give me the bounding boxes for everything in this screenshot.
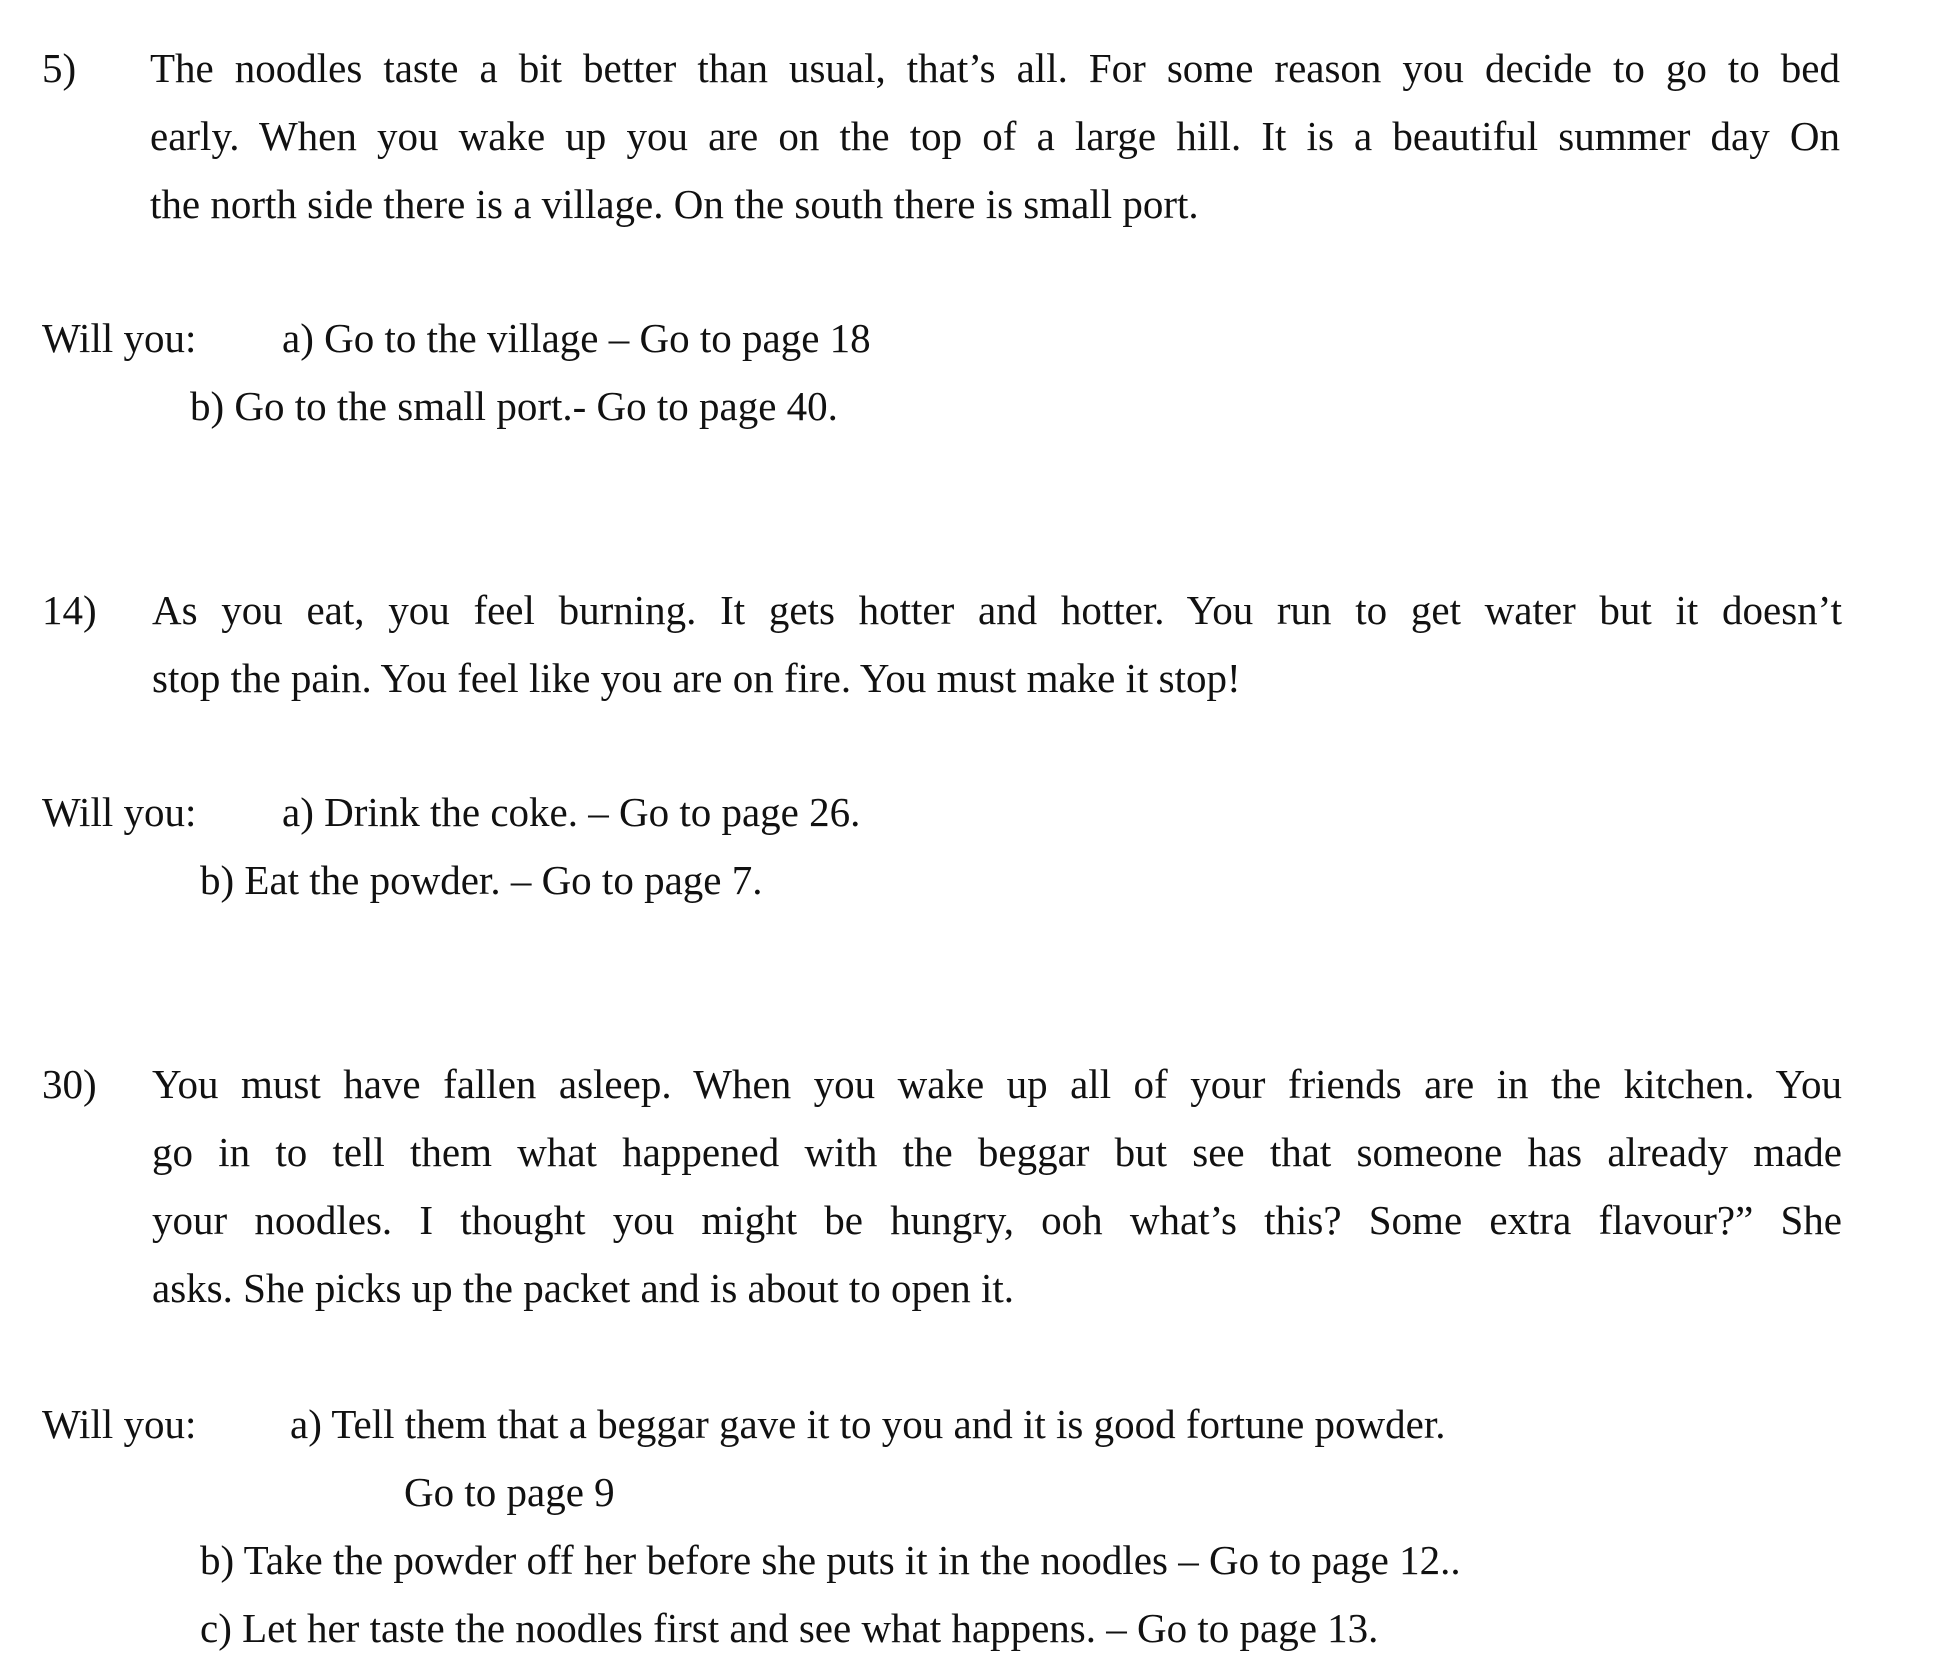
- will-you-label: Will you:: [42, 789, 197, 835]
- section-number: 14): [42, 587, 97, 633]
- option-b: b) Eat the powder. – Go to page 7.: [200, 857, 763, 903]
- paragraph-line: As you eat, you feel burning. It gets hotter and hotter. You run to get water but it doesn’t: [152, 587, 1842, 633]
- option-a: a) Tell them that a beggar gave it to you and it is good fortune powder.: [290, 1401, 1446, 1447]
- option-b: b) Go to the small port.- Go to page 40.: [190, 383, 838, 429]
- section-number: 5): [42, 45, 77, 91]
- option-a: a) Drink the coke. – Go to page 26.: [282, 789, 861, 835]
- will-you-label: Will you:: [42, 1401, 197, 1447]
- paragraph-line: You must have fallen asleep. When you wake up all of your friends are in the kitchen. You: [152, 1061, 1842, 1107]
- paragraph-line: stop the pain. You feel like you are on fire. You must make it stop!: [152, 655, 1241, 701]
- section-paragraph: [152, 1050, 1842, 1322]
- option-a-continued: Go to page 9: [404, 1469, 615, 1515]
- paragraph-line: go in to tell them what happened with the beggar but see that someone has already made: [152, 1129, 1842, 1175]
- paragraph-line: asks. She picks up the packet and is about to open it.: [152, 1265, 1014, 1311]
- paragraph-line: The noodles taste a bit better than usual, that’s all. For some reason you decide to go to bed: [150, 45, 1840, 91]
- option-c: c) Let her taste the noodles first and see what happens. – Go to page 13.: [200, 1605, 1379, 1651]
- section-paragraph: [150, 34, 1840, 238]
- paragraph-line: early. When you wake up you are on the top of a large hill. It is a beautiful summer day On: [150, 113, 1840, 159]
- paragraph-line: your noodles. I thought you might be hungry, ooh what’s this? Some extra flavour?” She: [152, 1197, 1842, 1243]
- section-number: 30): [42, 1061, 97, 1107]
- option-b: b) Take the powder off her before she puts it in the noodles – Go to page 12..: [200, 1537, 1461, 1583]
- paragraph-line: the north side there is a village. On the south there is small port.: [150, 181, 1199, 227]
- option-a: a) Go to the village – Go to page 18: [282, 315, 871, 361]
- will-you-label: Will you:: [42, 315, 197, 361]
- section-paragraph: [152, 576, 1842, 712]
